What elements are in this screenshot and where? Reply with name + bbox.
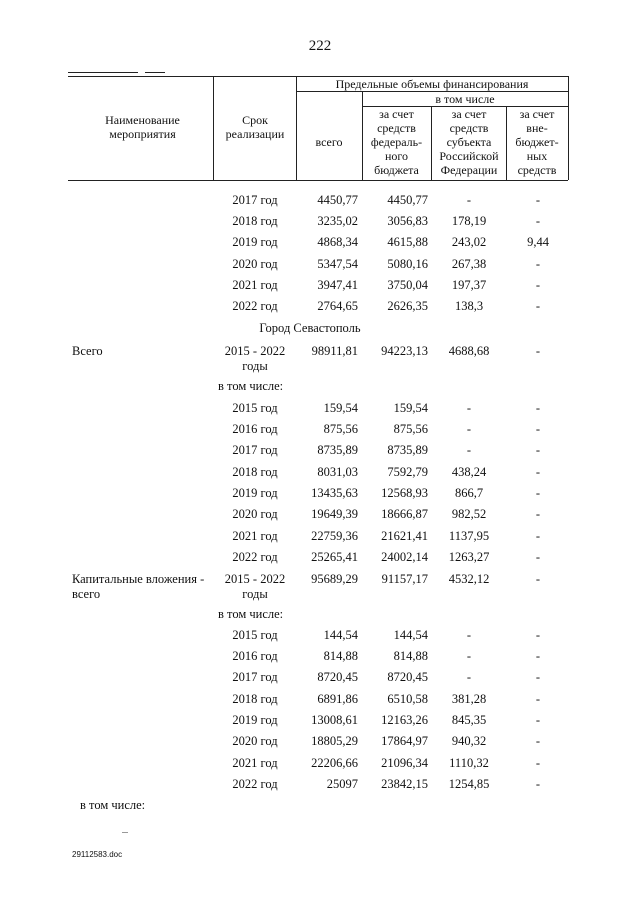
header-top-rule-left2 [145, 72, 165, 73]
header-col-extrabudget: за счет вне-бюджет-ных средств [515, 107, 559, 177]
block-capital-period: 2015 - 2022 годы [224, 572, 286, 601]
header-bottom-rule [68, 180, 568, 181]
block-total-name: Всего [72, 344, 103, 358]
including-label: в том числе: [218, 379, 284, 393]
header-top-rule-left [68, 72, 138, 73]
footer-tick [122, 832, 128, 833]
block-total-period: 2015 - 2022 годы [224, 344, 286, 373]
header-col-total: всего [315, 135, 343, 149]
header-vline-5 [506, 106, 507, 180]
page-number: 222 [308, 38, 332, 54]
doc-code: 29112583.doc [72, 850, 123, 859]
header-col-financing: Предельные объемы финансирования [335, 77, 529, 91]
header-col-name: Наименование мероприятия [105, 113, 180, 141]
header-vline-2 [296, 76, 297, 180]
header-col-regional: за счет средств субъекта Российской Федерации [439, 107, 499, 177]
header-col-period: Срок реализации [225, 113, 285, 141]
header-col-including: в том числе [435, 92, 495, 106]
header-vline-6 [568, 76, 569, 180]
block-capital-name: Капитальные вложения - всего [72, 572, 205, 601]
footer-note: в том числе: [80, 798, 146, 812]
section-title: Город Севастополь [259, 321, 361, 335]
including-label: в том числе: [218, 607, 284, 621]
header-vline-1 [213, 76, 214, 180]
header-col-federal: за счет средств федераль-ного бюджета [370, 107, 423, 177]
